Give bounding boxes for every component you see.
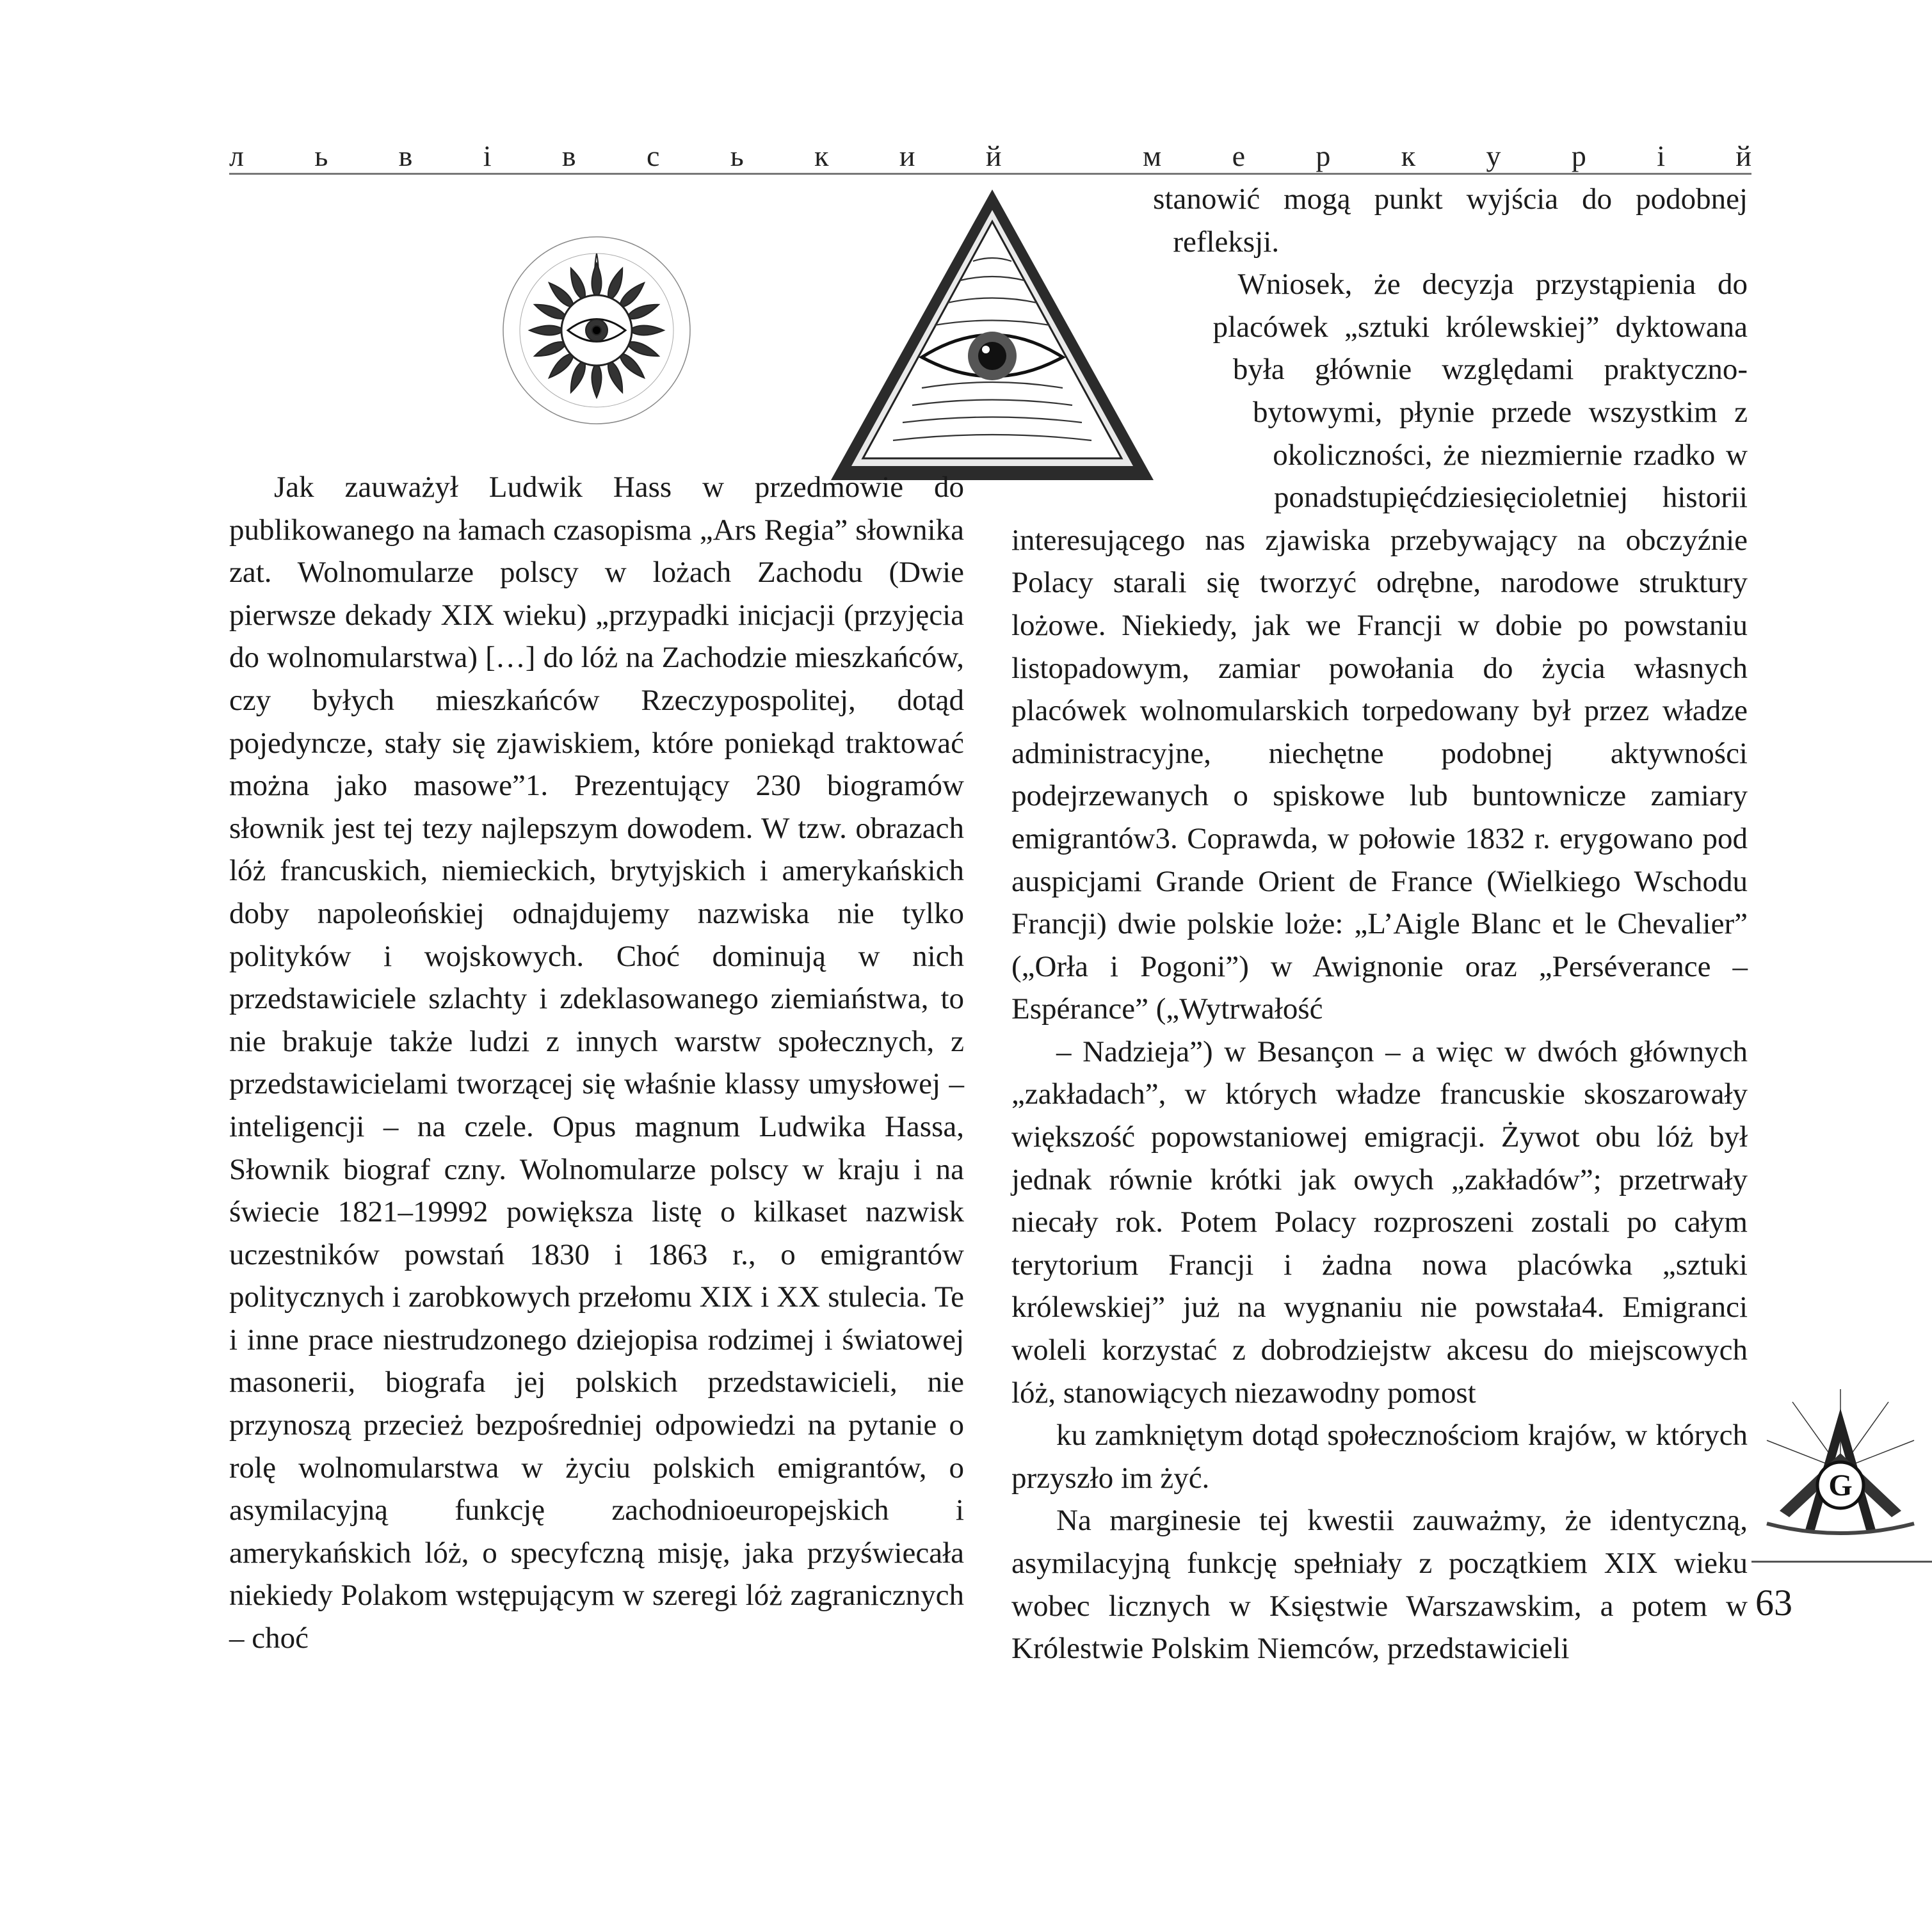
head-letter: л <box>229 140 244 172</box>
head-letter: м <box>1143 140 1162 172</box>
head-letter: в <box>398 140 413 172</box>
head-letter: р <box>1571 140 1586 172</box>
head-letter: і <box>483 140 492 172</box>
right-column <box>1011 178 1748 1670</box>
right-paragraph-1: stanowić mogą punkt wyjścia do podobnej refleksji. <box>1153 182 1748 259</box>
right-paragraph-5: Na marginesie tej kwestii zauważmy, że identyczną, asymilacyjną funkcję spełniały z początkiem XIX wieku wobec licznych w Księstwie Warszawskim, a potem w Królestwie Polskim Niemców, przedstawicieli <box>1011 1504 1748 1666</box>
right-paragraph-4: ku zamkniętym dotąd społecznościom krajów, w których przyszło im żyć. <box>1011 1419 1748 1495</box>
head-letter: к <box>1401 140 1416 172</box>
head-letter: р <box>1316 140 1331 172</box>
head-letter: ь <box>730 140 744 172</box>
right-paragraph-2: Wniosek, że decyzja przystąpienia do placówek „sztuki królewskiej” dyktowana była głównie względami praktyczno-bytowymi, płynie przede wszystkim z okoliczności, że niezmiernie rzadko w ponadstupięćdziesięcioletniej historii interesującego nas zjawiska przebywający na obczyźnie Polacy starali się tworzyć odrębne, narodowe struktury lożowe. Niekiedy, jak we Francji w dobie po powstaniu listopadowym, zamiar powołania do życia własnych placówek wolnomularskich torpedowany był przez władze administracyjne, niechętne podobnej aktywności podejrzewanych o spiskowe lub buntownicze zamiary emigrantów3. Coprawda, w połowie 1832 r. erygowano pod auspicjami Grande Orient de France (Wielkiego Wschodu Francji) dwie polskie loże: „L’Aigle Blanc et le Chevalier” („Orła i Pogoni”) w Awignonie oraz „Perséverance – Espérance” („Wytrwałość <box>1011 268 1748 1026</box>
page-number: 63 <box>1755 1582 1792 1623</box>
sun-eye-icon <box>501 234 693 426</box>
head-letter: ь <box>314 140 328 172</box>
right-paragraph-3: – Nadzieja”) w Besançon – a więc w dwóch głównych „zakładach”, w których władze francuskie skoszarowały większość popowstaniowej emigracji. Żywot obu lóż był jednak równie krótki jak owych „zakładów”; przetrwały niecały rok. Potem Polacy rozproszeni zostali po całym terytorium Francji i żadna nowa placówka „sztuki królewskiej” już na wygnaniu nie powstała4. Emigranci woleli korzystać z dobrodziejstw akcesu do miejscowych lóż, stanowiących niezawodny pomost <box>1011 1034 1748 1410</box>
header-rule <box>229 173 1751 175</box>
left-paragraph: Jak zauważył Ludwik Hass w przedmowie do publikowanego na łamach czasopisma „Ars Regia” słownika zat. Wolnomularze polscy w lożach Zachodu (Dwie pierwsze dekady XIX wieku) „przypadki inicjacji (przyjęcia do wolnomularstwa) […] do lóż na Zachodzie mieszkańców, czy byłych mieszkańców Rzeczypospolitej, dotąd pojedyncze, stały się zjawiskiem, które poniekąd traktować można jako masowe”1. Prezentujący 230 biogramów słownik jest tej tezy najlepszym dowodem. W tzw. obrazach lóż francuskich, niemieckich, brytyjskich i amerykańskich doby napoleońskiej odnajdujemy nazwiska nie tylko polityków i wojskowych. Choć dominują w nich przedstawiciele szlachty i zdeklasowanego ziemiaństwa, to nie brakuje także ludzi z innych warstw społecznych, z przedstawicielami tworzącej się właśnie klassy umysłowej – inteligencji – na czele. Opus magnum Ludwika Hassa, Słownik biograf czny. Wolnomularze polscy w kraju i na świecie 1821–19992 powiększa listę o kilkaset nazwisk uczestników powstań 1830 i 1863 r., o emigrantów politycznych i zarobkowych przełomu XIX i XX stulecia. Te i inne prace niestrudzonego dziejopisa rodzimej i światowej masonerii, biografa jej polskich przedstawicieli, nie przynoszą przecież bezpośredniej odpowiedzi na pytanie o rolę wolnomularstwa w życiu polskich emigrantów, o asymilacyjną funkcję zachodnioeuropejskich i amerykańskich lóż, o specyfczną misję, jaka przyświecała niekiedy Polakom wstępującym w szeregi lóż zagranicznych – choć <box>229 471 964 1655</box>
head-letter: е <box>1232 140 1246 172</box>
head-letter: й <box>985 140 1002 172</box>
folio-rule <box>1751 1561 1932 1563</box>
head-letter: й <box>1735 140 1751 172</box>
head-letter: у <box>1486 140 1501 172</box>
left-column <box>229 466 964 1660</box>
svg-text:G: G <box>1828 1469 1853 1502</box>
head-letter: і <box>1657 140 1665 172</box>
square-compass-g-icon <box>1754 1383 1927 1556</box>
head-letter: в <box>561 140 576 172</box>
running-head <box>229 128 1751 173</box>
head-letter: и <box>899 140 915 172</box>
head-letter: с <box>647 140 660 172</box>
head-letter: к <box>814 140 829 172</box>
